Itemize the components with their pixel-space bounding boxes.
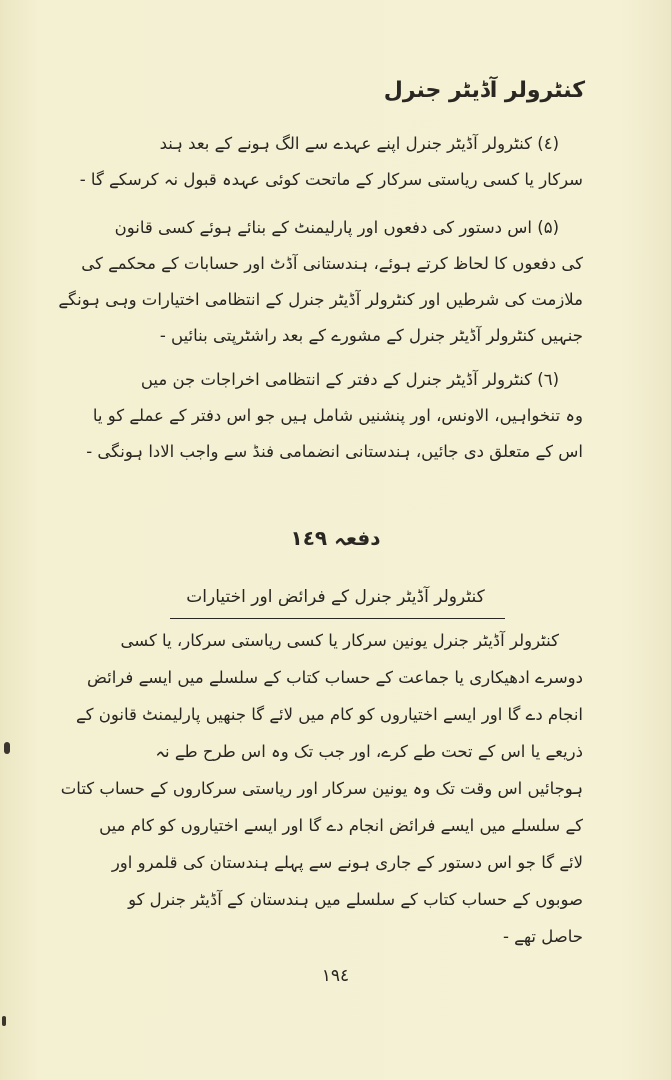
clause-paragraph-5 (23, 210, 583, 354)
clause-paragraph-6 (23, 362, 583, 470)
text-line: کی دفعوں کا لحاظ کرتے ہوئے، ہندستانی آڈٹ اور حسابات کے محکمے کی (81, 254, 583, 273)
text-line: (٤) کنٹرولر آڈیٹر جنرل اپنے عہدے سے الگ ہونے کے بعد ہند (159, 134, 559, 153)
page-number: ١٩٤ (321, 966, 350, 986)
section-body-paragraph (23, 622, 583, 955)
text-line: وہ تنخواہیں، الاونس، اور پنشنیں شامل ہیں جو اس دفتر کے عملے کو یا (92, 406, 583, 425)
subheading-underline (170, 618, 505, 619)
text-line: (۵) اس دستور کی دفعوں اور پارلیمنٹ کے بنائے ہوئے کسی قانون (114, 218, 559, 237)
text-line: ملازمت کی شرطیں اور کنٹرولر آڈیٹر جنرل کے انتظامی اختیارات وہی ہونگے (58, 290, 583, 309)
section-subheading: کنٹرولر آڈیٹر جنرل کے فرائض اور اختیارات (186, 587, 485, 607)
section-heading: دفعہ ١٤٩ (290, 526, 381, 550)
text-line: کنٹرولر آڈیٹر جنرل یونین سرکار یا کسی ریاستی سرکار، یا کسی (120, 631, 559, 650)
text-line: صوبوں کے حساب کتاب کے سلسلے میں ہندستان کے آڈیٹر جنرل کو (128, 890, 583, 909)
margin-ink-mark (2, 1016, 6, 1026)
margin-ink-mark (4, 742, 10, 754)
text-line: ذریعے یا اس کے تحت طے کرے، اور جب تک وہ اس طرح طے نہ (155, 742, 583, 761)
text-line: سرکار یا کسی ریاستی سرکار کے ماتحت کوئی عہدہ قبول نہ کرسکے گا - (79, 170, 583, 189)
text-line: حاصل تھے - (502, 927, 583, 946)
text-line: (٦) کنٹرولر آڈیٹر جنرل کے دفتر کے انتظامی اخراجات جن میں (140, 370, 559, 389)
clause-paragraph-4 (23, 126, 583, 198)
text-line: انجام دے گا اور ایسے اختیاروں کو کام میں لائے گا جنھیں پارلیمنٹ قانون کے (75, 705, 583, 724)
running-header: کنٹرولر آڈیٹر جنرل (383, 78, 585, 103)
text-line: لائے گا جو اس دستور کے جاری ہونے سے پہلے ہندستان کی قلمرو اور (111, 853, 583, 872)
text-line: کے سلسلے میں ایسے فرائض انجام دے گا اور ایسے اختیاروں کو کام میں (99, 816, 583, 835)
text-line: دوسرے ادھیکاری یا جماعت کے حساب کتاب کے سلسلے میں ایسے فرائض (86, 668, 583, 687)
text-line: جنہیں کنٹرولر آڈیٹر جنرل کے مشورے کے بعد راشٹرپتی بنائیں - (159, 326, 583, 345)
text-line: اس کے متعلق دی جائیں، ہندستانی انضمامی فنڈ سے واجب الادا ہونگی - (86, 442, 583, 461)
text-line: ہوجائیں اس وقت تک وہ یونین سرکار اور ریاستی سرکاروں کے حساب کتات (60, 779, 583, 798)
